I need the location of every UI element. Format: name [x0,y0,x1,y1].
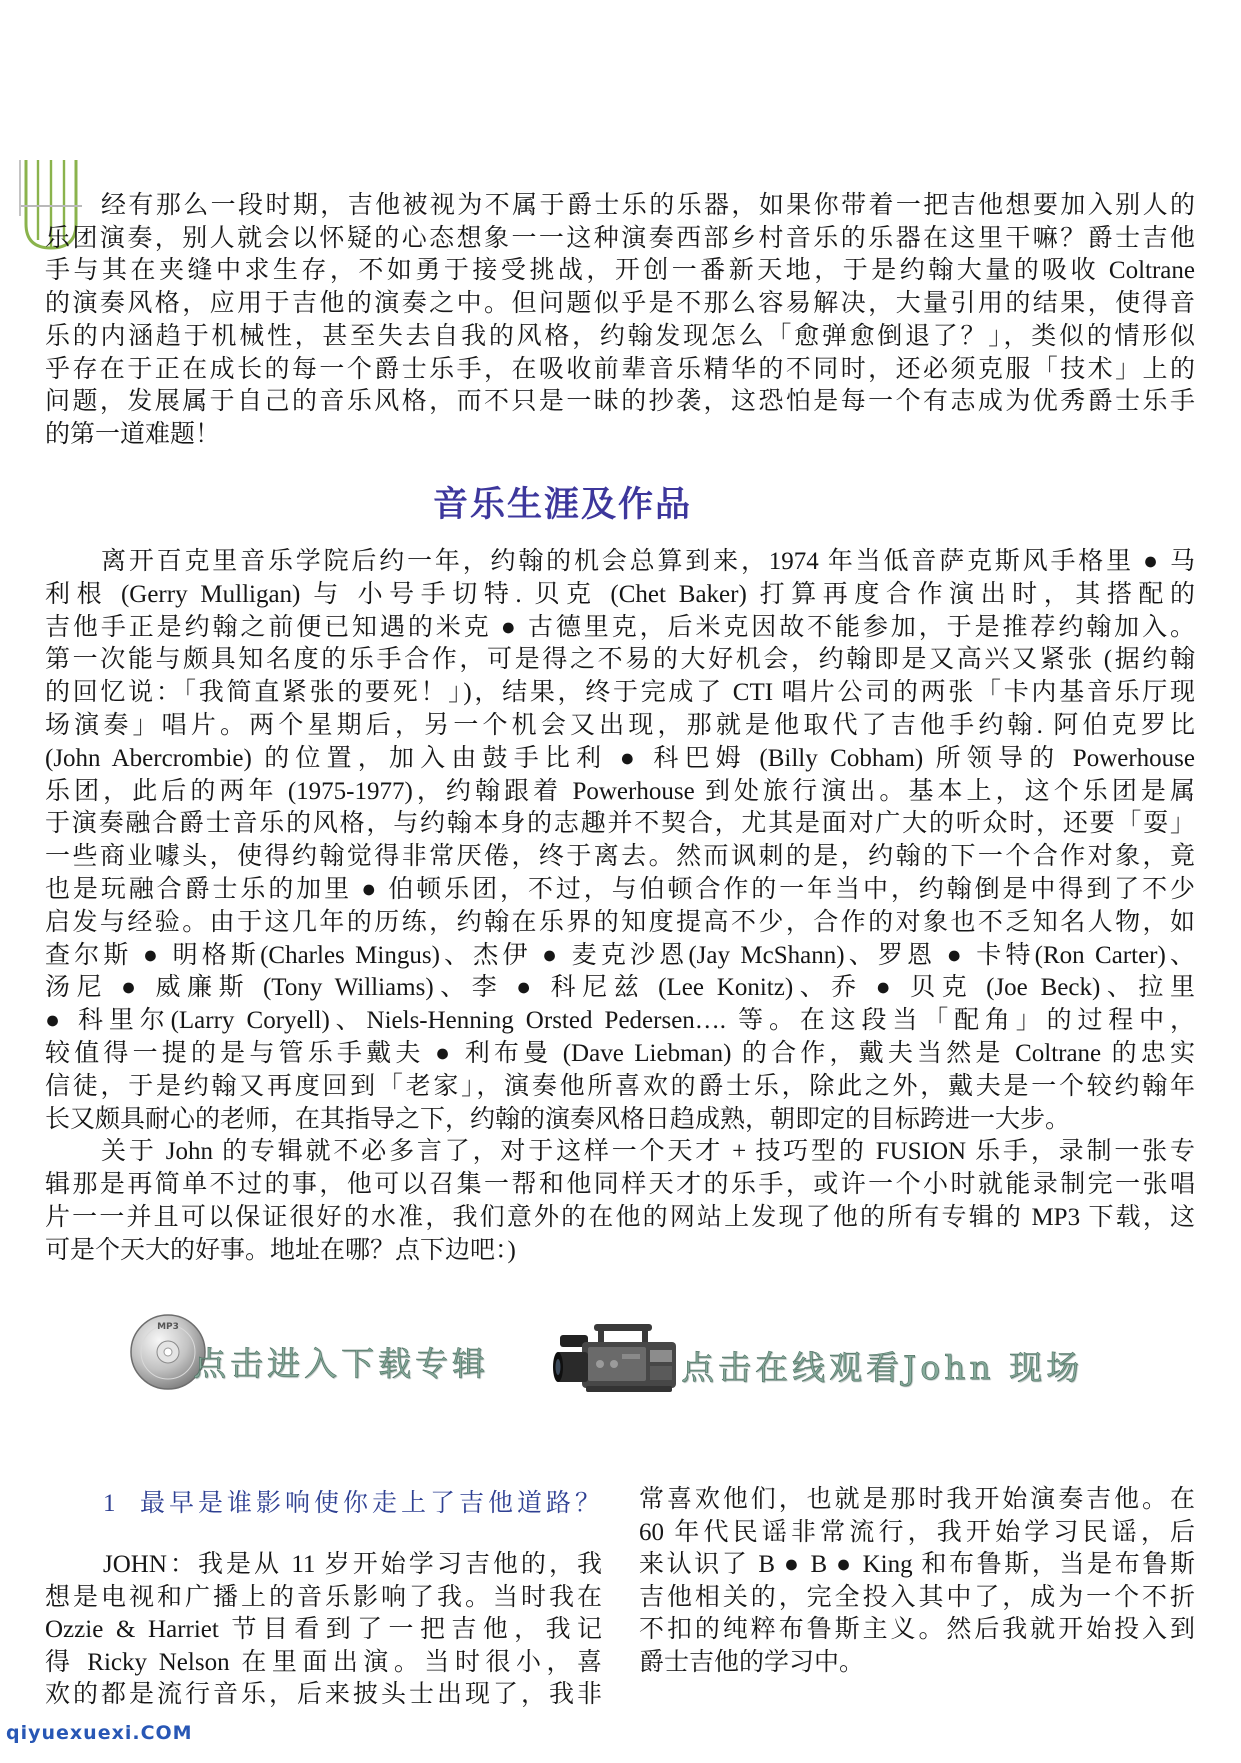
text-line: 欢的都是流行音乐，后来披头士出现了，我非 [45,1681,602,1709]
text-line: 常喜欢他们，也就是那时我开始演奏吉他。在 [639,1486,1195,1513]
camcorder-icon[interactable] [552,1320,682,1398]
text-line: 可是个天大的好事。地址在哪？点下边吧：) [45,1236,516,1264]
text-line: 得 Ricky Nelson 在里面出演。当时很小，喜 [45,1648,602,1676]
text-line: 也是玩融合爵士乐的加里 ● 伯顿乐团，不过，与伯顿合作的一年当中，约翰倒是中得到了不少 [45,875,1195,903]
text-line: 辑那是再简单不过的事，他可以召集一帮和他同样天才的乐手，或许一个小时就能录制完一张唱 [45,1171,1195,1199]
text-line: 乐团，此后的两年 (1975-1977)，约翰跟着 Powerhouse 到处旅行演出。基本上，这个乐团是属 [45,777,1195,805]
disc-label: MP3 [157,1322,179,1332]
text-line: 不扣的纯粹布鲁斯主义。然后我就开始投入到 [639,1616,1195,1644]
text-line: Ozzie & Harriet 节目看到了一把吉他，我记 [45,1616,602,1644]
text-line: 长又颇具耐心的老师，在其指导之下，约翰的演奏风格日趋成熟，朝即定的目标跨进一大步。 [45,1105,1071,1133]
text-line: ● 科里尔(Larry Coryell)、Niels-Henning Orsted Pedersen…. 等。在这段当「配角」的过程中， [45,1007,1195,1035]
text-line: 于演奏融合爵士音乐的风格，与约翰本身的志趣并不契合，尤其是面对广大的听众时，还要「耍」 [45,810,1195,838]
text-line: 的演奏风格，应用于吉他的演奏之中。但问题似乎是不那么容易解决，大量引用的结果，使得音 [45,290,1195,318]
interview-answer-right-column [639,1484,1195,1680]
watch-live-link[interactable]: 点击在线观看John 现场 [681,1348,1084,1387]
text-line: 的回忆说：「我简直紧张的要死！」)，结果，终于完成了 CTI 唱片公司的两张「卡内基音乐厅现 [45,679,1195,707]
text-line: (John Abercrombie) 的位置，加入由鼓手比利 ● 科巴姆 (Billy Cobham) 所领导的 Powerhouse [45,744,1195,772]
text-line: 想是电视和广播上的音乐影响了我。当时我在 [45,1583,602,1611]
text-line: 吉他相关的，完全投入其中了，成为一个不折 [639,1583,1195,1611]
download-albums-link[interactable]: 点击进入下载专辑 [193,1344,489,1383]
section-heading: 音乐生涯及作品 [433,485,693,525]
text-line: 的第一道难题！ [45,420,221,448]
text-line: 离开百克里音乐学院后约一年，约翰的机会总算到来，1974 年当低音萨克斯风手格里 ● 马 [101,548,1195,575]
text-line: 一些商业噱头，使得约翰觉得非常厌倦，终于离去。然而讽刺的是，约翰的下一个合作对象，竟 [45,843,1195,871]
text-line: 第一次能与颇具知名度的乐手合作，可是得之不易的大好机会，约翰即是又高兴又紧张 (据约翰 [45,646,1195,674]
text-line: 60 年代民谣非常流行，我开始学习民谣，后 [639,1518,1195,1546]
text-line: JOHN：我是从 11 岁开始学习吉他的，我 [103,1551,602,1578]
text-line: 较值得一提的是与管乐手戴夫 ● 利布曼 (Dave Liebman) 的合作，戴夫当然是 Coltrane 的忠实 [45,1039,1195,1067]
text-line: 爵士吉他的学习中。 [639,1648,865,1676]
text-line: 查尔斯 ● 明格斯(Charles Mingus)、杰伊 ● 麦克沙恩(Jay McShann)、罗恩 ● 卡特(Ron Carter)、 [45,941,1195,969]
site-watermark: qiyuexuexi.COM [6,1722,193,1744]
text-line: 信徒，于是约翰又再度回到「老家」，演奏他所喜欢的爵士乐，除此之外，戴夫是一个较约翰年 [45,1072,1195,1100]
text-line: 利根 (Gerry Mulligan) 与 小号手切特. 贝克 (Chet Baker) 打算再度合作演出时，其搭配的 [45,580,1195,608]
intro-paragraph [45,190,1195,452]
text-line: 手与其在夹缝中求生存，不如勇于接受挑战，开创一番新天地，于是约翰大量的吸收 Coltrane [45,257,1195,285]
text-line: 乎存在于正在成长的每一个爵士乐手，在吸收前辈音乐精华的不同时，还必须克服「技术」上的 [45,355,1195,383]
text-line: 汤尼 ● 威廉斯 (Tony Williams)、李 ● 科尼兹 (Lee Konitz)、乔 ● 贝克 (Joe Beck)、拉里 [45,974,1195,1002]
text-line: 吉他手正是约翰之前便已知遇的米克 ● 古德里克，后米克因故不能参加，于是推荐约翰加入。 [45,613,1195,641]
text-line: 来认识了 B ● B ● King 和布鲁斯，当是布鲁斯 [639,1551,1195,1579]
text-line: 关于 John 的专辑就不必多言了，对于这样一个天才 + 技巧型的 FUSION 乐手，录制一张专 [101,1138,1195,1166]
text-line: 乐的内涵趋于机械性，甚至失去自我的风格，约翰发现怎么「愈弹愈倒退了？」，类似的情形似 [45,322,1195,350]
interview-answer-left-column [45,1549,602,1712]
text-line: 场演奏」唱片。两个星期后，另一个机会又出现，那就是他取代了吉他手约翰. 阿伯克罗比 [45,711,1195,739]
text-line: 片一一并且可以保证很好的水准，我们意外的在他的网站上发现了他的所有专辑的 MP3 下载，这 [45,1203,1195,1231]
text-line: 经有那么一段时期，吉他被视为不属于爵士乐的乐器，如果你带着一把吉他想要加入别人的 [101,192,1195,219]
interview-question: 1 最早是谁影响使你走上了吉他道路？ [103,1490,605,1517]
text-line: 问题，发展属于自己的音乐风格，而不只是一昧的抄袭，这恐怕是每一个有志成为优秀爵士乐手 [45,388,1195,416]
text-line: 乐团演奏，别人就会以怀疑的心态想象一一这种演奏西部乡村音乐的乐器在这里干嘛？爵士吉他 [45,224,1195,252]
career-section-text [45,546,1195,1268]
text-line: 启发与经验。由于这几年的历练，约翰在乐界的知度提高不少，合作的对象也不乏知名人物，如 [45,908,1195,936]
